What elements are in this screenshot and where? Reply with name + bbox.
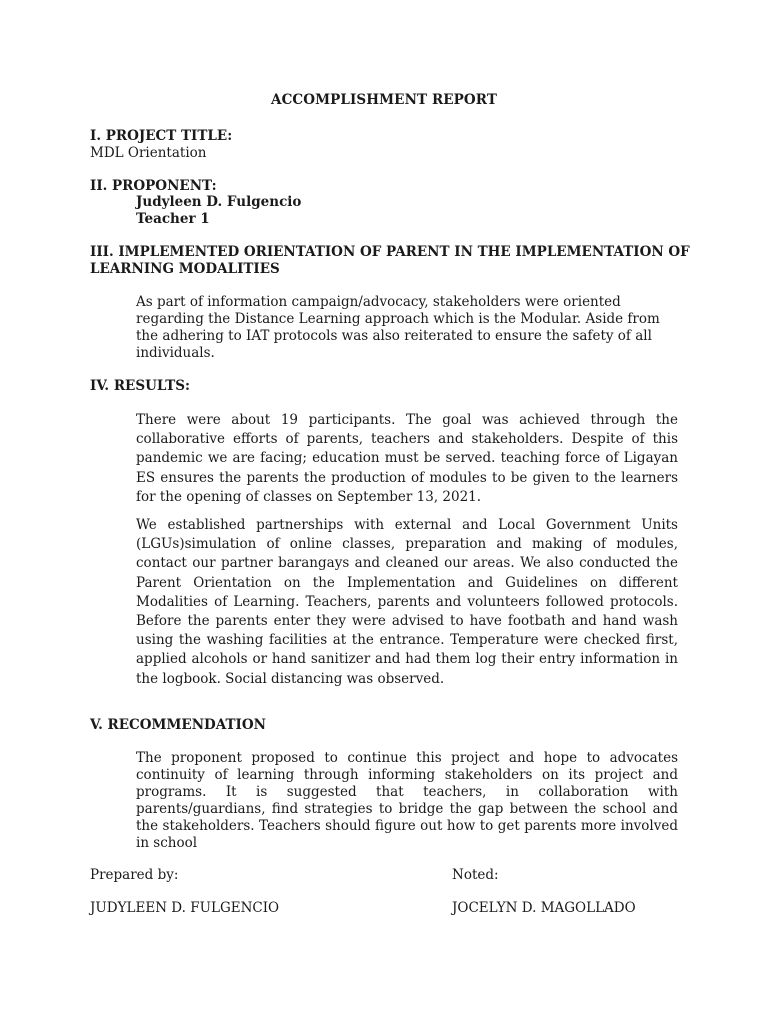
results-paragraph-1: There were about 19 participants. The goal was achieved through the collaborative efforts of parents, teachers and stakeholders. Despite of this pandemic we are facing; education must be served. teaching force of Ligayan ES ensures the parents the production of modules to be given to the learners for the opening of classes on September 13, 2021. bbox=[136, 412, 678, 505]
project-title-value: MDL Orientation bbox=[90, 145, 207, 161]
noted-label: Noted: bbox=[452, 867, 499, 883]
report-title: ACCOMPLISHMENT REPORT bbox=[271, 92, 497, 108]
proponent-position: Teacher 1 bbox=[136, 211, 210, 227]
section3-heading-line2: LEARNING MODALITIES bbox=[90, 261, 280, 277]
recommendation-paragraph: The proponent proposed to continue this project and hope to advocates continuity of learning through informing stakeholders on its project and programs. It is suggested that teachers, in collaboration with parents/guardians, find strategies to bridge the gap between the school and the stakeholders. Teachers should figure out how to get parents more involved in school bbox=[136, 750, 678, 851]
section3-heading-line1: III. IMPLEMENTED ORIENTATION OF PARENT IN THE IMPLEMENTATION OF bbox=[90, 244, 690, 260]
noted-name: JOCELYN D. MAGOLLADO bbox=[452, 900, 636, 916]
prepared-by-label: Prepared by: bbox=[90, 867, 179, 883]
results-paragraph-2: We established partnerships with external and Local Government Units (LGUs)simulation of online classes, preparation and making of modules, contact our partner barangays and cleaned our areas. We also conducted the Parent Orientation on the Implementation and Guidelines on different Modalities of Learning. Teachers, parents and volunteers followed protocols. Before the parents enter they were advised to have footbath and hand wash using the washing facilities at the entrance. Temperature were checked first, applied alcohols or hand sanitizer and had them log their entry information in the logbook. Social distancing was observed. bbox=[136, 517, 678, 687]
prepared-by-name: JUDYLEEN D. FULGENCIO bbox=[90, 900, 280, 916]
orientation-paragraph: As part of information campaign/advocacy, stakeholders were oriented regarding the Distance Learning approach which is the Modular. Aside from the adhering to IAT protocols was also reiterated to ensure the safety of all individuals. bbox=[136, 294, 660, 361]
section1-heading: I. PROJECT TITLE: bbox=[90, 128, 233, 144]
section4-heading: IV. RESULTS: bbox=[90, 378, 191, 394]
proponent-name: Judyleen D. Fulgencio bbox=[136, 194, 302, 210]
section2-heading: II. PROPONENT: bbox=[90, 178, 217, 194]
section5-heading: V. RECOMMENDATION bbox=[90, 717, 266, 733]
